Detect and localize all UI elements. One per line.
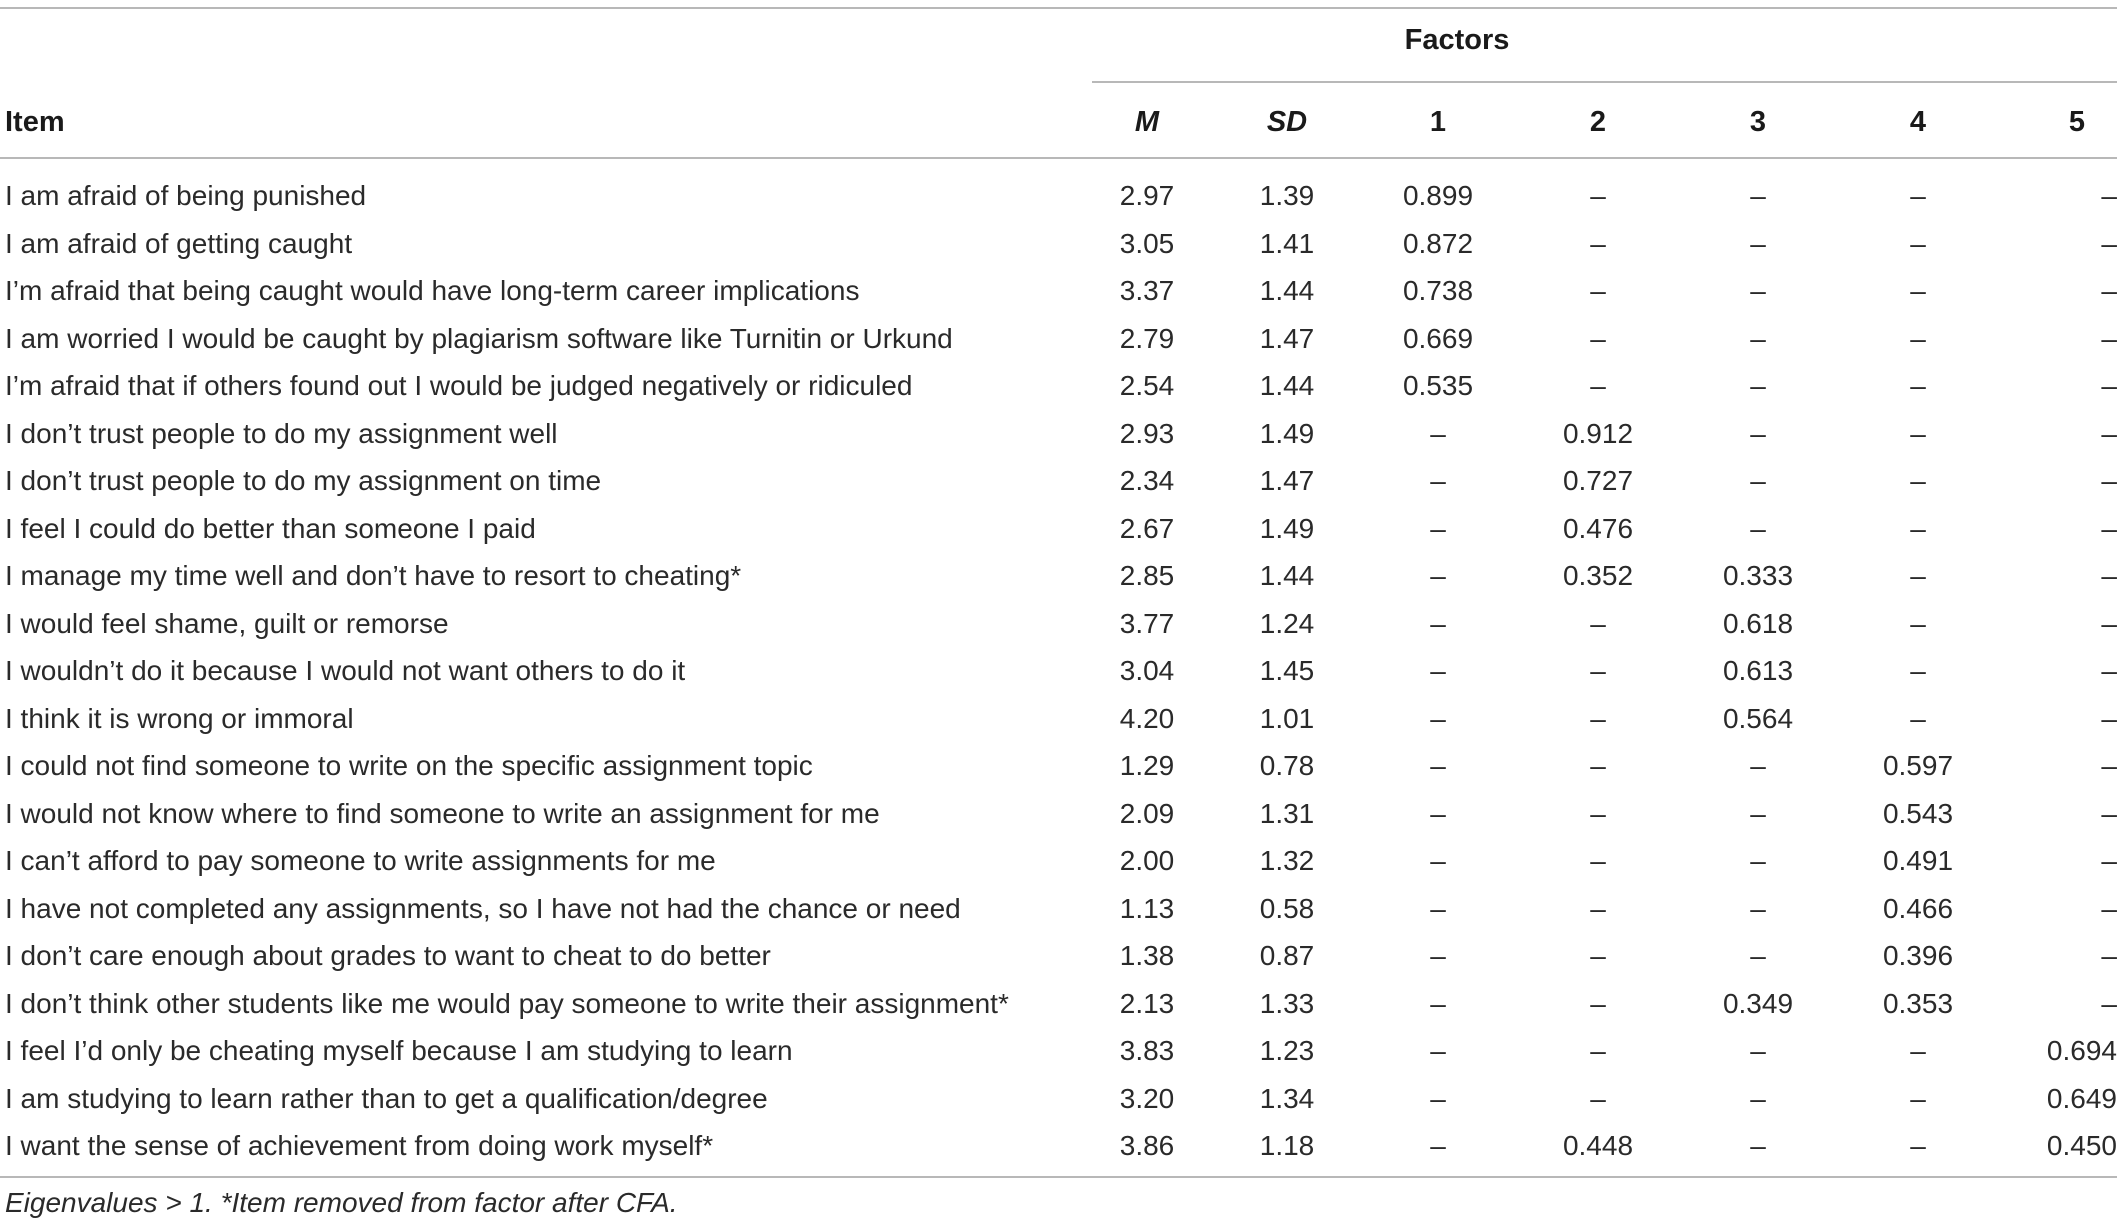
cell-factor-4: –	[1910, 227, 1926, 259]
cell-factor-5: –	[2101, 845, 2117, 876]
cell-factor-1: –	[1430, 465, 1446, 496]
cell-factor-5: –	[2101, 797, 2117, 829]
cell-factor-3: –	[1750, 322, 1766, 354]
cell-factor-1: 0.669	[1402, 322, 1474, 354]
cell-sd: 1.44	[1259, 560, 1315, 591]
cell-factor-4: 0.597	[1882, 750, 1954, 781]
cell-factor-5: –	[2101, 322, 2117, 354]
cell-sd: 1.24	[1259, 607, 1315, 639]
cell-factor-3: –	[1750, 1082, 1766, 1114]
cell-factor-4: –	[1910, 655, 1926, 686]
column-header-factor-1: 1	[1429, 106, 1447, 138]
cell-sd: 1.01	[1259, 702, 1315, 734]
cell-mean: 4.20	[1119, 702, 1175, 734]
cell-factor-1: –	[1430, 1082, 1446, 1114]
cell-factor-4: –	[1910, 1082, 1926, 1114]
cell-factor-2: –	[1590, 322, 1606, 354]
cell-factor-2: –	[1590, 275, 1606, 306]
cell-factor-4: –	[1910, 322, 1926, 354]
cell-factor-5: –	[2101, 750, 2117, 781]
cell-sd: 1.45	[1259, 655, 1315, 686]
cell-mean: 2.93	[1119, 417, 1175, 449]
table-row	[0, 457, 2117, 505]
cell-factor-2: –	[1590, 370, 1606, 401]
cell-factor-3: –	[1750, 180, 1766, 211]
cell-factor-4: –	[1910, 607, 1926, 639]
cell-factor-4: –	[1910, 465, 1926, 496]
column-header-mean: M	[1134, 106, 1160, 138]
cell-mean: 1.13	[1119, 892, 1175, 924]
cell-factor-4: –	[1910, 180, 1926, 211]
cell-sd: 0.58	[1259, 892, 1315, 924]
column-header-row	[0, 106, 2117, 146]
cell-sd: 1.47	[1259, 465, 1315, 496]
column-header-factor-5: 5	[2068, 106, 2086, 138]
cell-factor-5: –	[2101, 512, 2117, 544]
table-row	[0, 505, 2117, 553]
cell-item: I feel I could do better than someone I paid	[5, 512, 536, 544]
cell-factor-1: –	[1430, 845, 1446, 876]
cell-item: I am worried I would be caught by plagiarism software like Turnitin or Urkund	[5, 322, 953, 354]
table-row	[0, 267, 2117, 315]
table-row	[0, 932, 2117, 980]
cell-factor-4: 0.491	[1882, 845, 1954, 876]
cell-factor-1: 0.738	[1402, 275, 1474, 306]
cell-factor-5: –	[2101, 465, 2117, 496]
cell-factor-4: 0.396	[1882, 940, 1954, 971]
cell-factor-1: –	[1430, 797, 1446, 829]
cell-mean: 3.77	[1119, 607, 1175, 639]
cell-factor-4: –	[1910, 275, 1926, 306]
table-row	[0, 837, 2117, 885]
table-row	[0, 885, 2117, 933]
cell-factor-3: –	[1750, 750, 1766, 781]
cell-item: I manage my time well and don’t have to resort to cheating*	[5, 560, 742, 591]
column-header-factor-2: 2	[1589, 106, 1607, 138]
cell-sd: 1.23	[1259, 1035, 1315, 1066]
cell-factor-5: –	[2101, 940, 2117, 971]
cell-factor-2: –	[1590, 940, 1606, 971]
table-body	[0, 172, 2117, 1170]
cell-item: I don’t think other students like me would pay someone to write their assignment*	[5, 987, 1009, 1019]
factors-header: Factors	[1404, 24, 1510, 56]
cell-factor-3: –	[1750, 940, 1766, 971]
cell-factor-5: –	[2101, 560, 2117, 591]
table-top-rule	[0, 7, 2117, 9]
cell-factor-2: –	[1590, 607, 1606, 639]
cell-factor-4: 0.466	[1882, 892, 1954, 924]
column-header-factor-3: 3	[1749, 106, 1767, 138]
cell-factor-1: –	[1430, 512, 1446, 544]
cell-factor-5: 0.649	[2046, 1082, 2117, 1114]
cell-factor-1: –	[1430, 987, 1446, 1019]
cell-factor-3: –	[1750, 465, 1766, 496]
cell-factor-3: –	[1750, 370, 1766, 401]
cell-factor-1: 0.872	[1402, 227, 1474, 259]
cell-sd: 1.47	[1259, 322, 1315, 354]
cell-factor-2: –	[1590, 1082, 1606, 1114]
cell-factor-4: –	[1910, 1130, 1926, 1161]
cell-factor-3: –	[1750, 227, 1766, 259]
cell-factor-5: –	[2101, 275, 2117, 306]
cell-factor-4: –	[1910, 417, 1926, 449]
table-row	[0, 315, 2117, 363]
cell-factor-1: –	[1430, 1130, 1446, 1161]
cell-mean: 2.85	[1119, 560, 1175, 591]
cell-factor-5: –	[2101, 892, 2117, 924]
cell-factor-1: 0.899	[1402, 180, 1474, 211]
cell-factor-2: 0.448	[1562, 1130, 1634, 1161]
cell-factor-4: –	[1910, 1035, 1926, 1066]
cell-factor-5: –	[2101, 987, 2117, 1019]
cell-sd: 1.18	[1259, 1130, 1315, 1161]
header-bottom-rule	[0, 157, 2117, 159]
table-row	[0, 980, 2117, 1028]
cell-factor-3: –	[1750, 1130, 1766, 1161]
cell-factor-5: –	[2101, 227, 2117, 259]
cell-factor-2: –	[1590, 797, 1606, 829]
cell-factor-2: –	[1590, 987, 1606, 1019]
cell-factor-4: 0.543	[1882, 797, 1954, 829]
cell-factor-2: 0.352	[1562, 560, 1634, 591]
cell-item: I have not completed any assignments, so I have not had the chance or need	[5, 892, 961, 924]
cell-mean: 2.09	[1119, 797, 1175, 829]
cell-sd: 1.49	[1259, 417, 1315, 449]
cell-item: I’m afraid that being caught would have long-term career implications	[5, 275, 860, 306]
cell-mean: 1.29	[1119, 750, 1175, 781]
cell-item: I would feel shame, guilt or remorse	[5, 607, 449, 639]
cell-factor-4: –	[1910, 702, 1926, 734]
cell-factor-2: –	[1590, 180, 1606, 211]
cell-factor-3: –	[1750, 512, 1766, 544]
cell-item: I don’t trust people to do my assignment on time	[5, 465, 602, 496]
cell-factor-2: –	[1590, 227, 1606, 259]
table-bottom-rule	[0, 1176, 2117, 1178]
cell-sd: 1.34	[1259, 1082, 1315, 1114]
table-row	[0, 220, 2117, 268]
cell-factor-2: –	[1590, 750, 1606, 781]
cell-item: I want the sense of achievement from doing work myself*	[5, 1130, 714, 1161]
table-row	[0, 790, 2117, 838]
cell-factor-1: –	[1430, 750, 1446, 781]
cell-factor-4: 0.353	[1882, 987, 1954, 1019]
cell-mean: 2.00	[1119, 845, 1175, 876]
cell-factor-5: –	[2101, 702, 2117, 734]
cell-mean: 3.83	[1119, 1035, 1175, 1066]
cell-factor-1: –	[1430, 417, 1446, 449]
table-row	[0, 1075, 2117, 1123]
cell-factor-2: –	[1590, 702, 1606, 734]
factors-underline	[1092, 81, 2117, 83]
cell-item: I would not know where to find someone to write an assignment for me	[5, 797, 880, 829]
cell-mean: 3.05	[1119, 227, 1175, 259]
cell-factor-3: 0.564	[1722, 702, 1794, 734]
cell-factor-1: –	[1430, 607, 1446, 639]
cell-sd: 1.39	[1259, 180, 1315, 211]
cell-item: I feel I’d only be cheating myself because I am studying to learn	[5, 1035, 793, 1066]
cell-factor-2: 0.912	[1562, 417, 1634, 449]
cell-factor-5: –	[2101, 417, 2117, 449]
table-row	[0, 647, 2117, 695]
cell-factor-1: 0.535	[1402, 370, 1474, 401]
table-row	[0, 600, 2117, 648]
cell-factor-1: –	[1430, 1035, 1446, 1066]
cell-factor-5: –	[2101, 370, 2117, 401]
cell-sd: 1.32	[1259, 845, 1315, 876]
cell-factor-3: –	[1750, 797, 1766, 829]
table-row	[0, 1027, 2117, 1075]
cell-item: I am afraid of getting caught	[5, 227, 353, 259]
cell-mean: 2.34	[1119, 465, 1175, 496]
cell-item: I am afraid of being punished	[5, 180, 367, 211]
cell-mean: 2.13	[1119, 987, 1175, 1019]
column-header-sd: SD	[1266, 106, 1308, 138]
cell-mean: 3.20	[1119, 1082, 1175, 1114]
cell-sd: 1.33	[1259, 987, 1315, 1019]
table-row	[0, 1122, 2117, 1170]
cell-factor-3: –	[1750, 1035, 1766, 1066]
cell-mean: 2.67	[1119, 512, 1175, 544]
cell-factor-5: 0.694	[2046, 1035, 2117, 1066]
cell-factor-3: –	[1750, 892, 1766, 924]
table-row	[0, 410, 2117, 458]
cell-factor-1: –	[1430, 702, 1446, 734]
cell-factor-3: 0.349	[1722, 987, 1794, 1019]
cell-factor-2: –	[1590, 892, 1606, 924]
cell-factor-3: 0.613	[1722, 655, 1794, 686]
cell-factor-3: –	[1750, 417, 1766, 449]
cell-factor-2: –	[1590, 845, 1606, 876]
table-footnote: Eigenvalues > 1. *Item removed from factor after CFA.	[5, 1187, 678, 1218]
cell-mean: 3.37	[1119, 275, 1175, 306]
cell-mean: 1.38	[1119, 940, 1175, 971]
cell-factor-4: –	[1910, 512, 1926, 544]
cell-sd: 1.31	[1259, 797, 1315, 829]
cell-factor-1: –	[1430, 560, 1446, 591]
cell-item: I could not find someone to write on the specific assignment topic	[5, 750, 813, 781]
cell-item: I can’t afford to pay someone to write assignments for me	[5, 845, 716, 876]
table-row	[0, 695, 2117, 743]
cell-factor-1: –	[1430, 655, 1446, 686]
cell-sd: 1.49	[1259, 512, 1315, 544]
cell-factor-1: –	[1430, 892, 1446, 924]
cell-factor-2: 0.727	[1562, 465, 1634, 496]
cell-factor-4: –	[1910, 560, 1926, 591]
cell-factor-5: 0.450	[2046, 1130, 2117, 1161]
cell-sd: 1.44	[1259, 275, 1315, 306]
cell-item: I wouldn’t do it because I would not want others to do it	[5, 655, 686, 686]
table-row	[0, 362, 2117, 410]
cell-factor-5: –	[2101, 180, 2117, 211]
cell-factor-2: 0.476	[1562, 512, 1634, 544]
cell-factor-3: –	[1750, 845, 1766, 876]
cell-item: I’m afraid that if others found out I would be judged negatively or ridiculed	[5, 370, 913, 401]
cell-factor-3: –	[1750, 275, 1766, 306]
cell-mean: 2.79	[1119, 322, 1175, 354]
cell-item: I am studying to learn rather than to get a qualification/degree	[5, 1082, 768, 1114]
table-row	[0, 742, 2117, 790]
cell-factor-2: –	[1590, 1035, 1606, 1066]
cell-sd: 1.41	[1259, 227, 1315, 259]
cell-factor-4: –	[1910, 370, 1926, 401]
cell-factor-3: 0.333	[1722, 560, 1794, 591]
cell-factor-3: 0.618	[1722, 607, 1794, 639]
cell-mean: 3.04	[1119, 655, 1175, 686]
table-row	[0, 552, 2117, 600]
cell-mean: 3.86	[1119, 1130, 1175, 1161]
column-header-factor-4: 4	[1909, 106, 1927, 138]
cell-item: I don’t care enough about grades to want to cheat to do better	[5, 940, 771, 971]
cell-mean: 2.97	[1119, 180, 1175, 211]
table-row	[0, 172, 2117, 220]
cell-factor-2: –	[1590, 655, 1606, 686]
cell-sd: 0.87	[1259, 940, 1315, 971]
cell-mean: 2.54	[1119, 370, 1175, 401]
column-header-item: Item	[5, 106, 65, 138]
cell-sd: 1.44	[1259, 370, 1315, 401]
cell-factor-1: –	[1430, 940, 1446, 971]
cell-item: I don’t trust people to do my assignment well	[5, 417, 558, 449]
cell-sd: 0.78	[1259, 750, 1315, 781]
cell-factor-5: –	[2101, 655, 2117, 686]
cell-factor-5: –	[2101, 607, 2117, 639]
cell-item: I think it is wrong or immoral	[5, 702, 354, 734]
